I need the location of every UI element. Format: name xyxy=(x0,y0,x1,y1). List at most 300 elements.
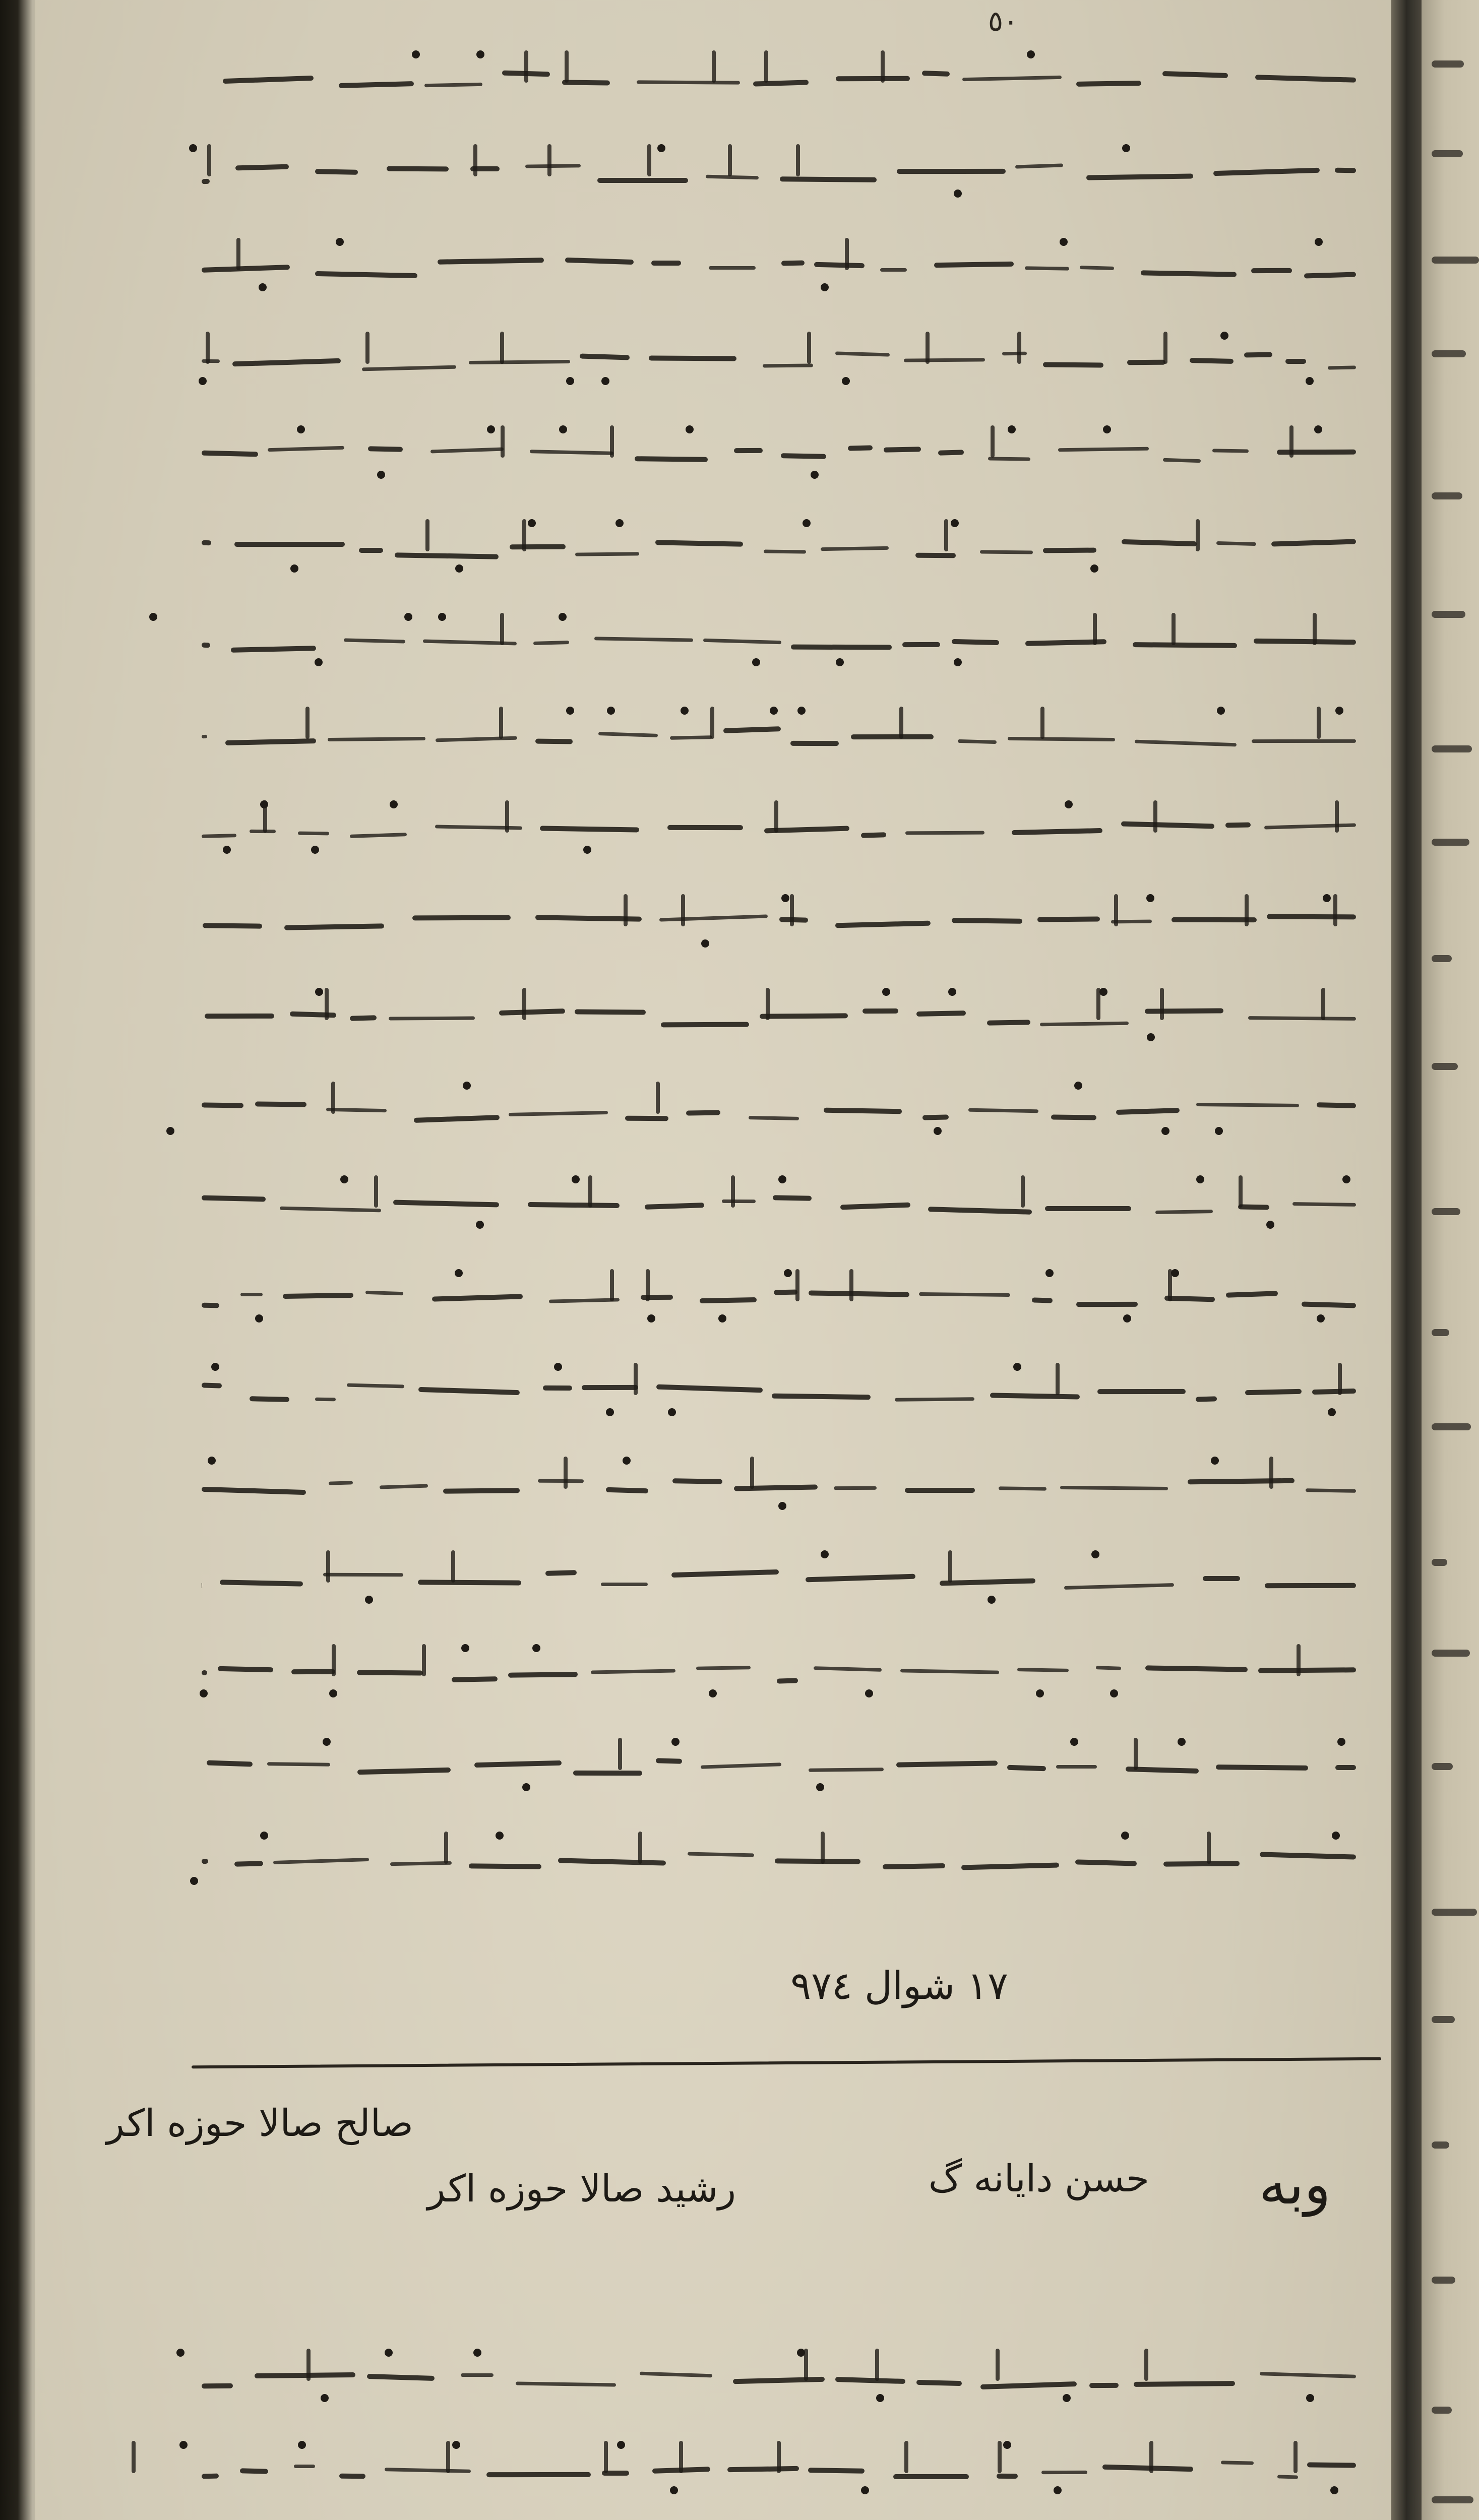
ink-stroke xyxy=(1244,352,1272,358)
ink-dot xyxy=(200,1689,208,1697)
facing-page-ink xyxy=(1432,1208,1460,1215)
ink-ascender xyxy=(1168,1269,1172,1301)
ink-stroke xyxy=(706,175,759,180)
ink-stroke xyxy=(1307,2462,1356,2468)
ink-stroke xyxy=(393,1200,499,1208)
ink-stroke xyxy=(202,1382,222,1388)
handwritten-line xyxy=(192,1624,1361,1718)
ink-stroke xyxy=(255,1101,306,1107)
ink-ascender xyxy=(374,1175,378,1208)
ink-ascender xyxy=(1313,613,1317,645)
ink-dot xyxy=(496,1832,504,1840)
ink-dot xyxy=(1146,894,1154,902)
ink-stroke xyxy=(1196,1396,1217,1402)
ink-ascender xyxy=(944,519,948,551)
ink-stroke xyxy=(835,921,931,928)
ink-ascender xyxy=(795,1269,799,1301)
ink-dot xyxy=(1065,800,1073,808)
ink-stroke xyxy=(1037,916,1100,922)
facing-page-ink xyxy=(1432,1763,1453,1770)
facing-page-edge xyxy=(1422,0,1479,2520)
ink-ascender xyxy=(305,707,310,739)
ink-stroke xyxy=(414,1115,500,1123)
ink-dot xyxy=(166,1127,174,1135)
ink-ascender xyxy=(1333,894,1337,926)
ink-ascender xyxy=(638,1832,642,1864)
ink-stroke xyxy=(1133,642,1237,648)
ink-dot xyxy=(208,1457,216,1465)
ink-stroke xyxy=(780,176,877,182)
ink-dot xyxy=(190,1877,198,1885)
ink-stroke xyxy=(824,1108,902,1114)
ink-dot xyxy=(657,144,665,152)
ink-stroke xyxy=(958,739,997,744)
ink-stroke xyxy=(339,2474,365,2479)
ink-dot xyxy=(876,2394,884,2402)
ink-ascender xyxy=(1153,800,1157,833)
ink-stroke xyxy=(1043,548,1096,553)
ink-dot xyxy=(1054,2486,1062,2494)
ink-stroke xyxy=(1076,1302,1138,1307)
ink-ascender xyxy=(207,144,211,176)
ink-stroke xyxy=(809,1768,884,1772)
ink-stroke xyxy=(814,262,865,269)
ink-stroke xyxy=(836,76,910,82)
ink-ascender xyxy=(904,2441,908,2473)
ink-dot xyxy=(1330,2486,1338,2494)
ink-dot xyxy=(1314,425,1322,433)
ink-stroke xyxy=(357,1670,423,1675)
ink-stroke xyxy=(234,542,345,547)
ink-ascender xyxy=(451,1550,455,1583)
ink-stroke xyxy=(645,1203,704,1210)
ink-stroke xyxy=(220,1580,303,1586)
ink-ascender xyxy=(1293,2441,1298,2473)
ink-stroke xyxy=(884,447,921,452)
ink-stroke xyxy=(968,1108,1038,1113)
handwritten-line xyxy=(192,405,1361,499)
ink-stroke xyxy=(510,544,566,550)
ink-dot xyxy=(836,658,844,666)
facing-page-ink xyxy=(1432,2496,1473,2503)
ink-stroke xyxy=(565,258,634,265)
ink-stroke xyxy=(952,639,999,645)
ink-stroke xyxy=(469,360,570,364)
ink-stroke xyxy=(367,2374,435,2381)
ink-dot xyxy=(1121,1832,1129,1840)
ink-stroke xyxy=(635,456,708,462)
ink-dot xyxy=(778,1175,786,1183)
ink-stroke xyxy=(1225,823,1251,828)
ink-ascender xyxy=(325,988,329,1020)
handwritten-line xyxy=(192,1249,1361,1343)
ink-stroke xyxy=(919,1292,1010,1297)
ink-dot xyxy=(476,50,484,58)
ink-dot xyxy=(1070,1738,1078,1746)
ink-dot xyxy=(647,1314,655,1322)
ink-stroke xyxy=(1203,1576,1240,1581)
ink-stroke xyxy=(1025,266,1069,270)
ink-dot xyxy=(1161,1127,1169,1135)
ink-stroke xyxy=(202,1195,266,1202)
ink-stroke xyxy=(207,1760,253,1767)
ink-stroke xyxy=(656,1384,763,1393)
ink-dot xyxy=(1063,2394,1071,2402)
ink-dot xyxy=(607,707,615,715)
handwritten-line xyxy=(192,1061,1361,1155)
ink-dot xyxy=(617,2441,625,2449)
ink-dot xyxy=(473,2349,481,2357)
ink-dot xyxy=(623,1457,631,1465)
ink-stroke xyxy=(1080,266,1114,270)
ink-ascender xyxy=(618,1738,622,1770)
ink-stroke xyxy=(775,1858,860,1864)
ink-stroke xyxy=(499,1009,565,1016)
ink-stroke xyxy=(1008,737,1115,741)
ink-dot xyxy=(315,988,323,996)
ink-stroke xyxy=(895,1397,974,1402)
ink-stroke xyxy=(900,1669,999,1674)
ink-dot xyxy=(199,377,207,385)
ink-ascender xyxy=(1093,613,1097,645)
ink-stroke xyxy=(709,266,756,270)
ink-stroke xyxy=(791,645,892,650)
ink-stroke xyxy=(1145,1665,1248,1672)
ink-stroke xyxy=(1041,2471,1087,2474)
ink-stroke xyxy=(359,548,383,553)
ink-ascender xyxy=(1172,613,1176,645)
ink-dot xyxy=(1217,707,1225,715)
facing-page-ink xyxy=(1432,1650,1470,1657)
ink-stroke xyxy=(347,1383,404,1389)
handwritten-line xyxy=(192,686,1361,780)
ink-ascender xyxy=(1239,1175,1243,1208)
ink-stroke xyxy=(1267,914,1356,920)
ink-stroke xyxy=(781,453,826,459)
ink-stroke xyxy=(1238,1204,1269,1210)
ink-stroke xyxy=(997,2474,1018,2479)
ink-dot xyxy=(311,846,319,854)
ink-stroke xyxy=(1328,365,1356,369)
ink-stroke xyxy=(1141,270,1237,277)
handwritten-line xyxy=(192,593,1361,686)
ink-stroke xyxy=(821,546,889,551)
ink-dot xyxy=(615,519,624,527)
ink-stroke xyxy=(1007,1765,1046,1772)
entry-1-text xyxy=(192,30,1361,1905)
ink-ascender xyxy=(875,2349,879,2381)
ink-stroke xyxy=(549,1298,620,1303)
ink-stroke xyxy=(350,833,407,838)
ink-ascender xyxy=(500,613,504,645)
ink-stroke xyxy=(390,1861,452,1866)
ink-stroke xyxy=(395,552,499,559)
ink-stroke xyxy=(1097,1389,1186,1394)
ink-dot xyxy=(385,2349,393,2357)
ink-stroke xyxy=(432,1294,523,1301)
ink-stroke xyxy=(988,457,1030,461)
ink-stroke xyxy=(851,734,934,739)
ink-stroke xyxy=(1060,1486,1168,1490)
ink-stroke xyxy=(202,643,210,648)
ink-stroke xyxy=(733,2377,825,2384)
ink-stroke xyxy=(1172,917,1257,922)
ink-stroke xyxy=(1040,1022,1129,1027)
ink-dot xyxy=(1090,564,1098,573)
ink-stroke xyxy=(267,1762,330,1766)
ink-ascender xyxy=(804,2349,808,2381)
ink-stroke xyxy=(1216,1765,1308,1771)
ink-stroke xyxy=(1058,447,1149,452)
handwritten-line xyxy=(192,124,1361,218)
ink-ascender xyxy=(1160,988,1164,1020)
ink-dot xyxy=(954,658,962,666)
ink-ascender xyxy=(1144,2349,1148,2381)
ink-ascender xyxy=(1149,2441,1153,2473)
ink-dot xyxy=(189,144,197,152)
facing-page-ink xyxy=(1432,1909,1477,1916)
ink-stroke xyxy=(764,549,806,553)
ink-ascender xyxy=(634,1363,638,1395)
ink-ascender xyxy=(948,1550,952,1583)
ink-stroke xyxy=(1121,821,1214,829)
ink-dot xyxy=(1027,50,1035,58)
ink-dot xyxy=(461,1644,469,1652)
ink-dot xyxy=(1215,1127,1223,1135)
ink-stroke xyxy=(205,1014,274,1019)
ink-dot xyxy=(260,1832,268,1840)
ink-stroke xyxy=(940,1578,1035,1586)
ink-dot xyxy=(1036,1689,1044,1697)
ink-ascender xyxy=(926,332,930,364)
ink-stroke xyxy=(387,166,449,172)
ink-dot xyxy=(559,425,567,433)
ink-ascender xyxy=(326,1550,330,1583)
ink-stroke xyxy=(1163,458,1201,463)
facing-page-ink xyxy=(1432,1423,1471,1430)
ink-stroke xyxy=(1213,168,1320,176)
ink-ascender xyxy=(790,894,794,926)
facing-page-ink xyxy=(1432,2277,1455,2284)
handwritten-line xyxy=(192,30,1361,124)
ink-ascender xyxy=(332,1644,336,1676)
ink-stroke xyxy=(809,1290,909,1297)
ink-stroke xyxy=(1064,1583,1174,1590)
ink-dot xyxy=(329,1689,337,1697)
ink-ascender xyxy=(236,238,240,270)
ink-stroke xyxy=(606,1487,648,1493)
ink-dot xyxy=(259,283,267,291)
ink-dot xyxy=(1171,1269,1179,1277)
ink-dot xyxy=(1045,1269,1054,1277)
ink-stroke xyxy=(835,351,890,356)
ink-dot xyxy=(842,377,850,385)
ink-stroke xyxy=(862,1009,898,1014)
ink-stroke xyxy=(202,540,211,546)
ink-stroke xyxy=(1076,81,1141,87)
ink-dot xyxy=(1091,1550,1099,1558)
ink-stroke xyxy=(435,825,522,830)
ink-ascender xyxy=(499,707,503,739)
facing-page-ink xyxy=(1432,1063,1458,1070)
ink-stroke xyxy=(344,638,405,643)
facing-page-ink xyxy=(1432,2141,1449,2149)
ink-stroke xyxy=(1335,1765,1356,1770)
ink-stroke xyxy=(202,1670,207,1675)
ink-stroke xyxy=(385,2468,471,2473)
ink-stroke xyxy=(651,261,681,266)
ink-ascender xyxy=(522,519,526,551)
facing-page-ink xyxy=(1432,492,1462,499)
ink-stroke xyxy=(625,1116,668,1121)
handwritten-line xyxy=(192,2328,1361,2421)
ink-ascender xyxy=(750,1457,754,1489)
ink-stroke xyxy=(1254,639,1356,645)
ink-stroke xyxy=(902,642,940,647)
handwritten-line xyxy=(192,1811,1361,1905)
ink-ascender xyxy=(996,2349,1000,2381)
ink-dot xyxy=(1337,1738,1345,1746)
ink-stroke xyxy=(389,1017,475,1021)
ink-dot xyxy=(701,939,709,948)
ink-ascender xyxy=(1245,894,1249,926)
ink-stroke xyxy=(298,832,329,836)
ink-stroke xyxy=(1043,362,1103,367)
ink-stroke xyxy=(1135,740,1237,747)
ink-stroke xyxy=(543,1385,572,1391)
facing-page-ink xyxy=(1432,150,1463,157)
ink-dot xyxy=(816,1783,824,1791)
ink-dot xyxy=(340,1175,348,1183)
ink-stroke xyxy=(1245,1389,1302,1396)
ink-ascender xyxy=(1338,1363,1342,1395)
ink-stroke xyxy=(1252,739,1356,743)
ink-stroke xyxy=(806,1574,915,1583)
ink-ascender xyxy=(710,707,714,739)
ink-dot xyxy=(404,613,412,621)
entry-date: ١٧ شوال ٩٧٤ xyxy=(790,1963,1008,2008)
ink-stroke xyxy=(1056,1765,1097,1769)
ink-dot xyxy=(532,1644,540,1652)
ink-stroke xyxy=(474,1760,562,1768)
ink-ascender xyxy=(712,50,716,83)
ink-stroke xyxy=(329,1481,353,1485)
ink-dot xyxy=(321,2394,329,2402)
ink-dot xyxy=(1317,1314,1325,1322)
ink-ascender xyxy=(524,50,528,83)
ink-dot xyxy=(583,846,591,854)
ink-ascender xyxy=(656,1082,660,1114)
ink-ascender xyxy=(1056,1363,1060,1395)
ink-stroke xyxy=(530,450,613,455)
ink-stroke xyxy=(999,1486,1046,1490)
ink-ascender xyxy=(646,1269,650,1301)
ink-dot xyxy=(223,846,231,854)
ink-stroke xyxy=(916,2380,962,2386)
ink-ascender xyxy=(796,144,800,176)
ink-dot xyxy=(1122,144,1130,152)
ink-ascender xyxy=(728,144,732,176)
ink-stroke xyxy=(1212,449,1249,453)
ink-stroke xyxy=(1221,2461,1254,2465)
ink-dot xyxy=(718,1314,726,1322)
ink-dot xyxy=(365,1596,373,1604)
ink-dot xyxy=(606,1408,614,1416)
ink-stroke xyxy=(1312,1389,1356,1395)
ink-ascender xyxy=(681,894,685,926)
ink-dot xyxy=(670,2486,678,2494)
ink-dot xyxy=(811,471,819,479)
ink-ascender xyxy=(604,2441,608,2473)
ink-stroke xyxy=(883,1863,945,1869)
ink-ascender xyxy=(766,988,770,1020)
ink-stroke xyxy=(1012,828,1102,835)
ink-stroke xyxy=(1015,163,1063,168)
ink-stroke xyxy=(1017,1668,1069,1672)
ink-dot xyxy=(566,707,574,715)
ink-ascender xyxy=(1269,1457,1273,1489)
ink-dot xyxy=(176,2349,184,2357)
ink-stroke xyxy=(315,271,417,278)
ink-ascender xyxy=(422,1644,426,1676)
ink-dot xyxy=(668,1408,676,1416)
ink-ascender xyxy=(1317,707,1321,739)
ink-stroke xyxy=(1264,823,1356,829)
ink-stroke xyxy=(649,356,736,361)
ink-stroke xyxy=(1248,1016,1356,1021)
ink-stroke xyxy=(1155,1210,1213,1214)
ink-ascender xyxy=(206,332,210,364)
ink-dot xyxy=(455,564,463,573)
ink-stroke xyxy=(938,450,964,455)
ink-stroke xyxy=(774,1290,797,1295)
ink-ascender xyxy=(547,144,551,176)
ink-ascender xyxy=(821,1832,825,1864)
ink-dot xyxy=(315,658,323,666)
ink-stroke xyxy=(469,1863,541,1869)
ink-ascender xyxy=(807,332,811,364)
ink-stroke xyxy=(240,2468,268,2474)
ink-stroke xyxy=(1255,75,1356,83)
ink-ascender xyxy=(764,50,768,83)
ink-ascender xyxy=(1335,800,1339,833)
ink-dot xyxy=(438,613,446,621)
ink-dot xyxy=(149,613,157,621)
ink-dot xyxy=(1323,894,1331,902)
ink-stroke xyxy=(723,726,781,733)
ink-stroke xyxy=(452,1676,498,1682)
ink-stroke xyxy=(922,71,950,77)
ink-stroke xyxy=(1075,1859,1137,1866)
ink-dot xyxy=(455,1269,463,1277)
ink-dot xyxy=(681,707,689,715)
ink-dot xyxy=(934,1127,942,1135)
ink-stroke xyxy=(1162,71,1228,78)
ink-stroke xyxy=(1292,1202,1356,1207)
ink-dot xyxy=(179,2441,188,2449)
ink-ascender xyxy=(899,707,903,739)
ink-stroke xyxy=(234,1861,263,1866)
ink-stroke xyxy=(1258,1667,1356,1673)
ink-stroke xyxy=(202,735,207,738)
ink-stroke xyxy=(516,2381,616,2386)
ink-stroke xyxy=(291,1669,335,1674)
ink-stroke xyxy=(1116,1108,1180,1115)
ink-dot xyxy=(1099,988,1107,996)
ink-stroke xyxy=(670,735,712,740)
ink-stroke xyxy=(686,1110,720,1115)
ink-stroke xyxy=(980,2381,1077,2389)
